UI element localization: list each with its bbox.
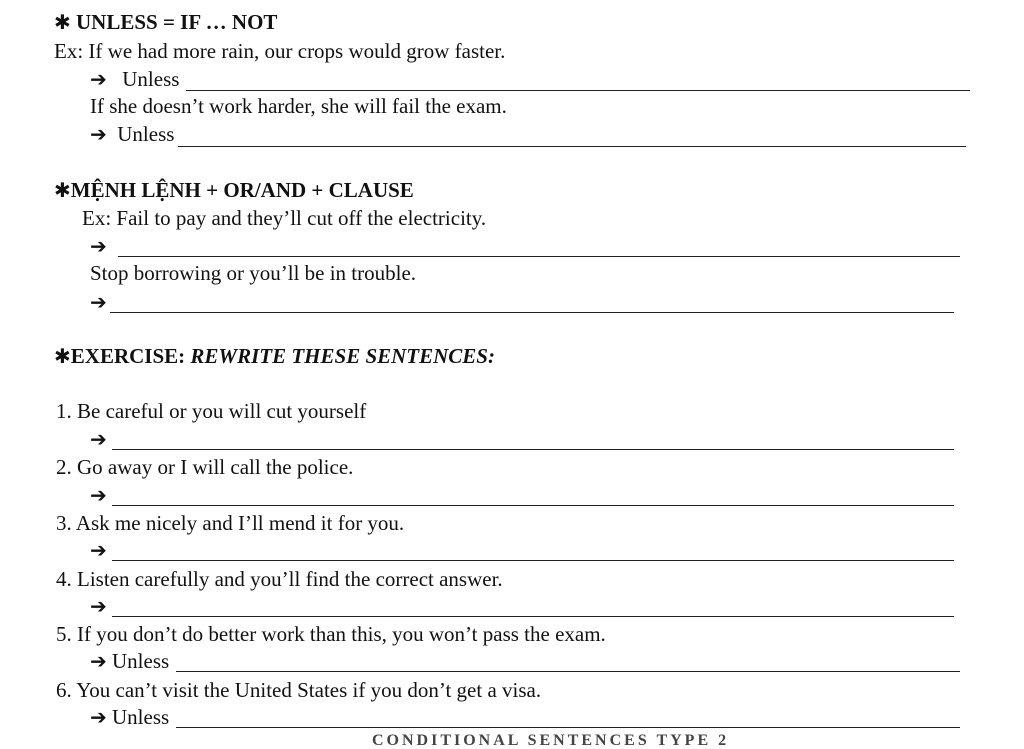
- star-icon: ✱: [54, 178, 71, 202]
- exercise-item-2: 2. Go away or I will call the police.: [56, 455, 354, 479]
- exercise-title-italic: REWRITE THESE SENTENCES:: [190, 344, 495, 368]
- imperative-answer-line-2: [90, 290, 112, 314]
- answer-blank[interactable]: [112, 616, 954, 617]
- exercise-answer-6: [90, 705, 169, 729]
- answer-blank[interactable]: [178, 146, 966, 147]
- section-imperative-title: [54, 178, 414, 202]
- arrow-icon: ➔: [90, 234, 107, 258]
- arrow-icon: ➔: [90, 122, 107, 146]
- section-unless-title-text: UNLESS = IF … NOT: [76, 10, 278, 34]
- unless-answer-line-2: [90, 122, 174, 146]
- arrow-icon: ➔: [90, 538, 107, 562]
- exercise-answer-3: [90, 538, 112, 562]
- unless-prompt: Unless: [122, 67, 180, 91]
- star-icon: ✱: [54, 10, 71, 34]
- imperative-answer-line-1: [90, 234, 112, 258]
- exercise-answer-4: [90, 594, 112, 618]
- exercise-answer-5: [90, 649, 169, 673]
- exercise-item-5: 5. If you don’t do better work than this, you won’t pass the exam.: [56, 622, 606, 646]
- arrow-icon: ➔: [90, 705, 107, 729]
- imperative-sentence: Stop borrowing or you’ll be in trouble.: [90, 261, 417, 285]
- exercise-answer-1: [90, 427, 112, 451]
- exercise-item-4: 4. Listen carefully and you’ll find the correct answer.: [56, 567, 503, 591]
- arrow-icon: ➔: [90, 67, 107, 91]
- answer-blank[interactable]: [112, 505, 954, 506]
- arrow-icon: ➔: [90, 649, 107, 673]
- arrow-icon: ➔: [90, 427, 107, 451]
- answer-blank[interactable]: [186, 90, 970, 91]
- arrow-icon: ➔: [90, 483, 107, 507]
- unless-example: Ex: If we had more rain, our crops would grow faster.: [54, 39, 506, 63]
- unless-prompt: Unless: [112, 705, 170, 729]
- section-imperative-title-text: MỆNH LỆNH + OR/AND + CLAUSE: [70, 178, 414, 202]
- arrow-icon: ➔: [90, 290, 107, 314]
- answer-blank[interactable]: [112, 449, 954, 450]
- exercise-item-1: 1. Be careful or you will cut yourself: [56, 399, 367, 423]
- unless-prompt: Unless: [117, 122, 175, 146]
- answer-blank[interactable]: [176, 727, 960, 728]
- section-unless-title: [54, 10, 277, 34]
- exercise-title-bold: EXERCISE:: [70, 344, 191, 368]
- answer-blank[interactable]: [112, 560, 954, 561]
- exercise-title: [54, 344, 495, 368]
- exercise-answer-2: [90, 483, 112, 507]
- imperative-example: Ex: Fail to pay and they’ll cut off the electricity.: [82, 206, 487, 230]
- exercise-item-6: 6. You can’t visit the United States if you don’t get a visa.: [56, 678, 542, 702]
- answer-blank[interactable]: [110, 312, 954, 313]
- answer-blank[interactable]: [118, 256, 960, 257]
- next-section-heading: CONDITIONAL SENTENCES TYPE 2: [372, 732, 730, 749]
- unless-sentence: If she doesn’t work harder, she will fail the exam.: [90, 94, 507, 118]
- exercise-item-3: 3. Ask me nicely and I’ll mend it for you.: [56, 511, 405, 535]
- star-icon: ✱: [54, 344, 71, 368]
- answer-blank[interactable]: [176, 671, 960, 672]
- arrow-icon: ➔: [90, 594, 107, 618]
- unless-answer-line-1: [90, 67, 179, 91]
- unless-prompt: Unless: [112, 649, 170, 673]
